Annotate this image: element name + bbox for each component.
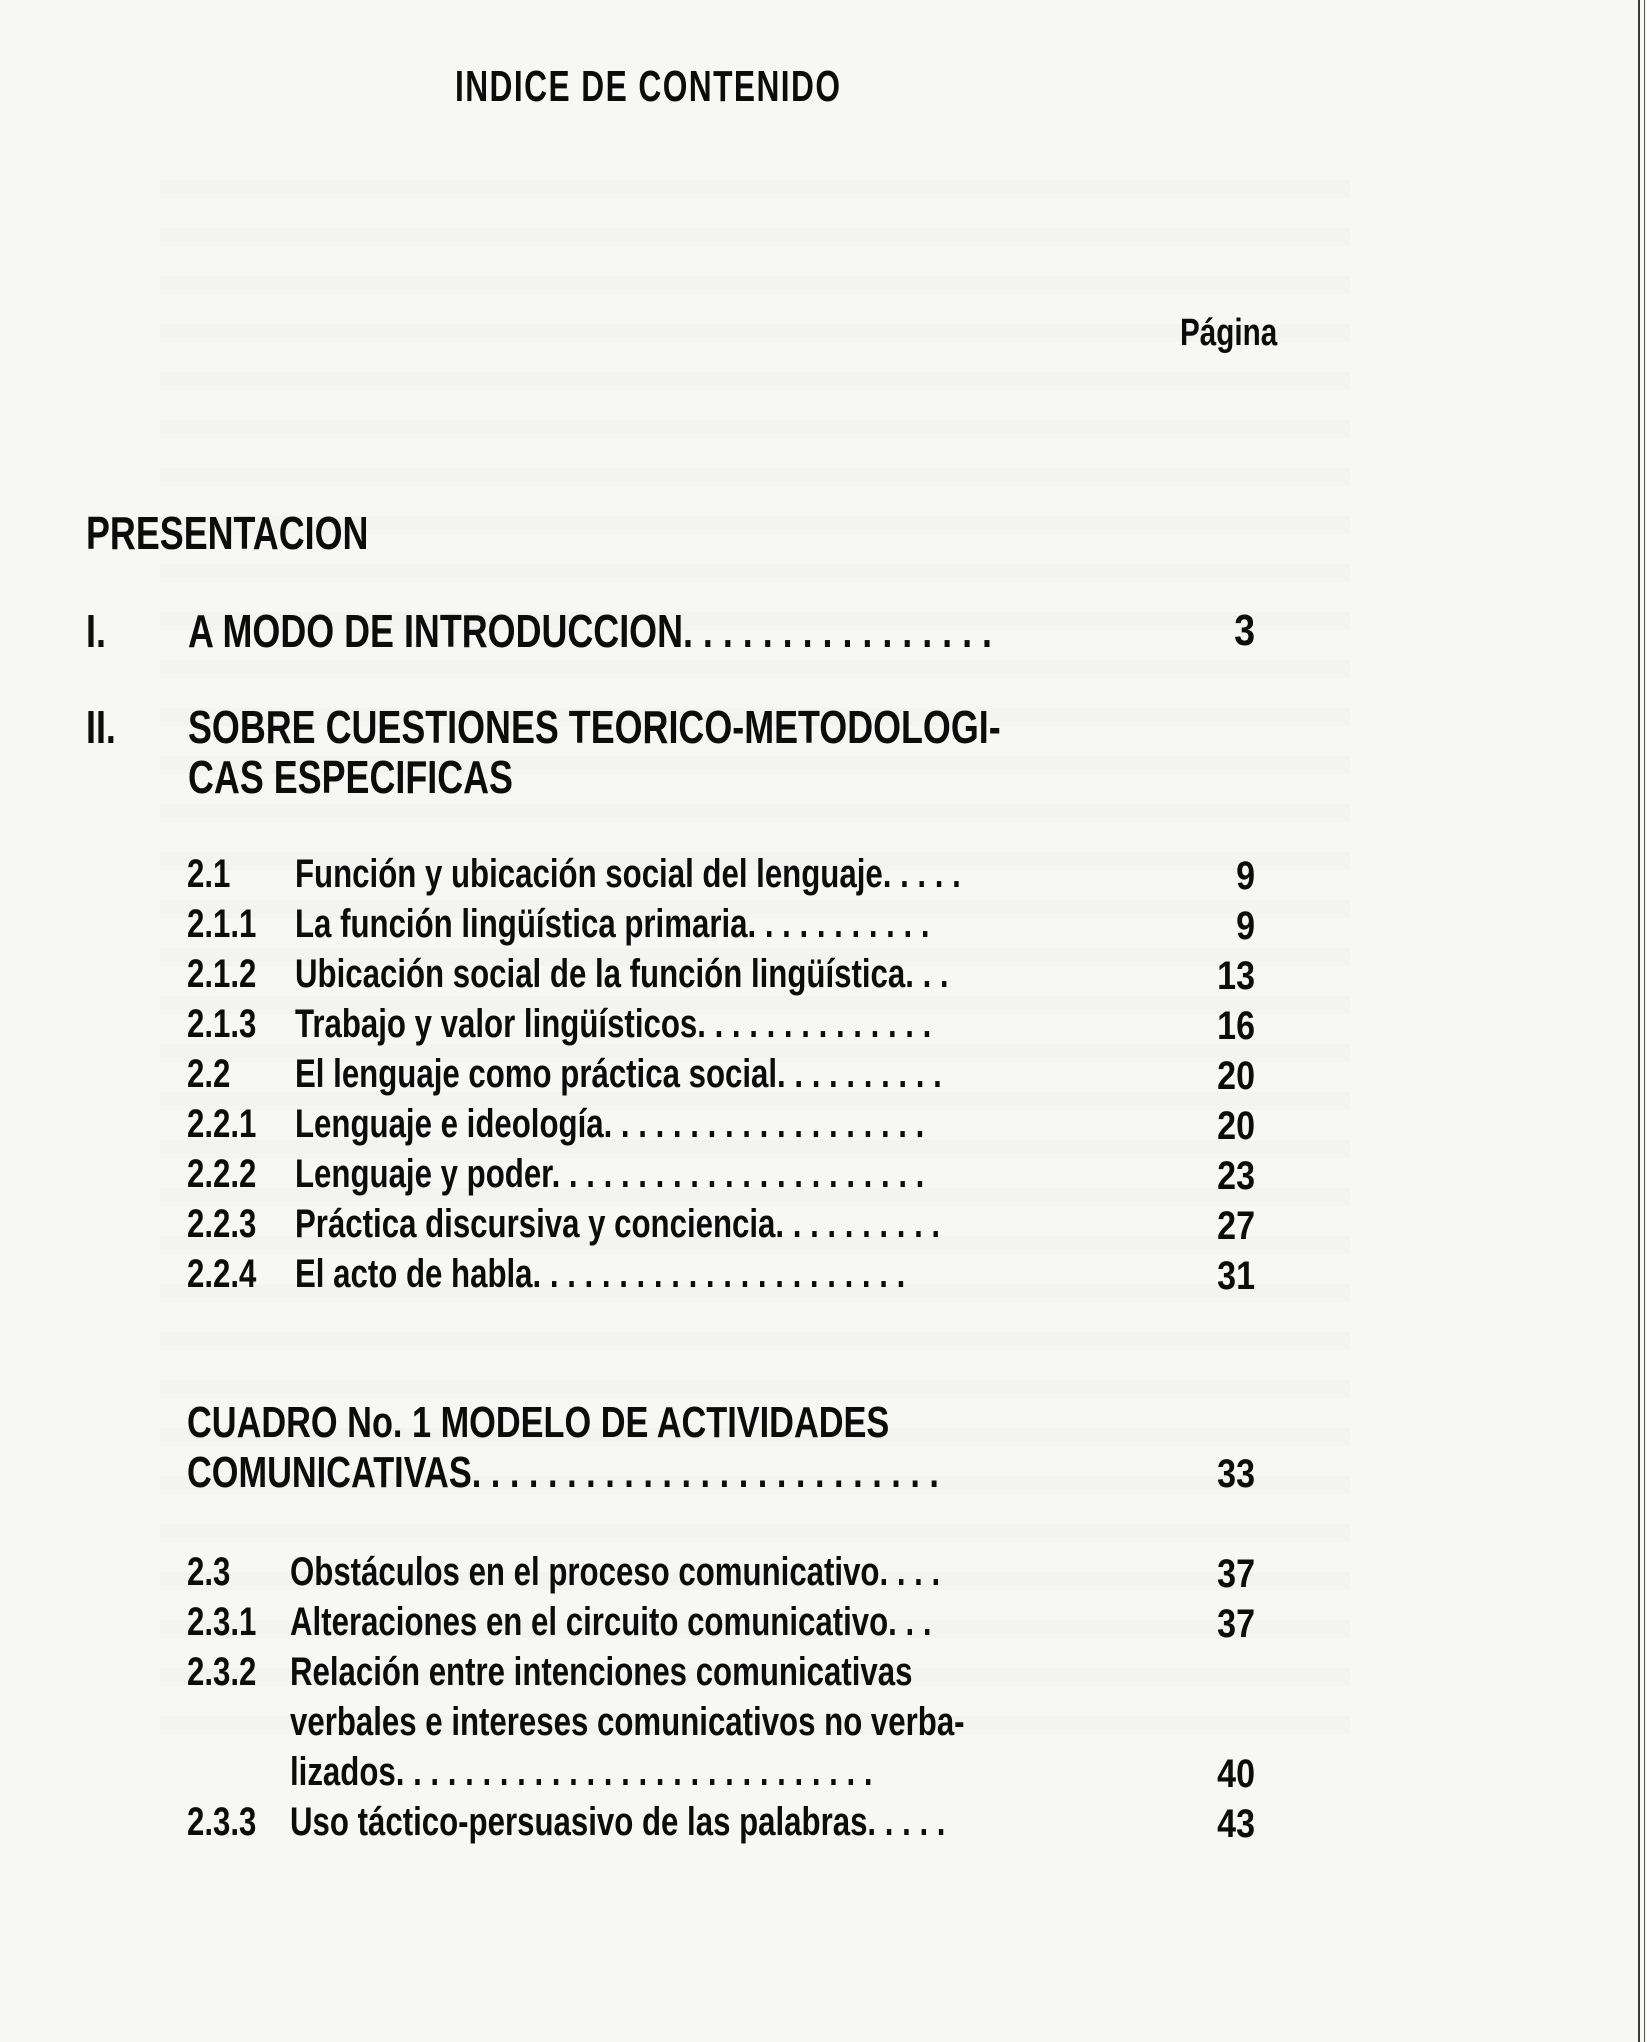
- entry-number: 2.2.2: [187, 1152, 257, 1196]
- page-title: INDICE DE CONTENIDO: [455, 62, 842, 111]
- entry-title: Obstáculos en el proceso comunicativo. . . .: [290, 1550, 941, 1594]
- entry-page: 16: [1217, 1004, 1255, 1048]
- entry-number: 2.2.1: [187, 1102, 257, 1146]
- entry-title: Lenguaje e ideología. . . . . . . . . . . . . . . . . . .: [295, 1102, 925, 1146]
- entry-page: 37: [1217, 1552, 1255, 1596]
- entry-title-line: verbales e intereses comunicativos no verba-: [290, 1700, 965, 1744]
- entry-title: Uso táctico-persuasivo de las palabras. . . . .: [290, 1800, 946, 1844]
- entry-page: 31: [1217, 1254, 1255, 1298]
- chapter-title: A MODO DE INTRODUCCION. . . . . . . . . . . . . . . .: [188, 605, 993, 657]
- entry-title: Ubicación social de la función lingüística. . .: [295, 952, 949, 996]
- entry-title-line: lizados. . . . . . . . . . . . . . . . . . . . . . . . . . . .: [290, 1750, 873, 1794]
- entry-page: 9: [1236, 854, 1255, 898]
- table-entry-line: COMUNICATIVAS. . . . . . . . . . . . . . . . . . . . . . . . .: [187, 1448, 939, 1497]
- entry-page: 20: [1217, 1104, 1255, 1148]
- entry-number: 2.2.3: [187, 1202, 257, 1246]
- entry-title: Práctica discursiva y conciencia. . . . . . . . . .: [295, 1202, 941, 1246]
- entry-title: La función lingüística primaria. . . . . . . . . . .: [295, 902, 930, 946]
- chapter-title-line: SOBRE CUESTIONES TEORICO-METODOLOGI-: [188, 701, 1001, 753]
- entry-number: 2.2.4: [187, 1252, 257, 1296]
- entry-number: 2.1.1: [187, 902, 257, 946]
- entry-page: 20: [1217, 1054, 1255, 1098]
- entry-page: 9: [1236, 904, 1255, 948]
- entry-page: 40: [1217, 1752, 1255, 1796]
- entry-page: 27: [1217, 1204, 1255, 1248]
- entry-page: 13: [1217, 954, 1255, 998]
- entry-number: 2.3: [187, 1550, 231, 1594]
- bleed-through-shadow: [160, 150, 1350, 1750]
- entry-number: 2.3.3: [187, 1800, 257, 1844]
- entry-title: Alteraciones en el circuito comunicativo. . .: [290, 1600, 932, 1644]
- entry-title: El acto de habla. . . . . . . . . . . . . . . . . . . . . .: [295, 1252, 906, 1296]
- entry-number: 2.1.3: [187, 1002, 257, 1046]
- entry-number: 2.3.1: [187, 1600, 257, 1644]
- entry-number: 2.1.2: [187, 952, 257, 996]
- table-entry-page: 33: [1217, 1452, 1255, 1496]
- entry-number: 2.2: [187, 1052, 231, 1096]
- entry-title: Trabajo y valor lingüísticos. . . . . . . . . . . . . .: [295, 1002, 932, 1046]
- entry-title: Lenguaje y poder. . . . . . . . . . . . . . . . . . . . . .: [295, 1152, 925, 1196]
- page-edge-line: [1644, 0, 1645, 2042]
- entry-page: 37: [1217, 1602, 1255, 1646]
- entry-title: El lenguaje como práctica social. . . . . . . . . .: [295, 1052, 942, 1096]
- table-entry-line: CUADRO No. 1 MODELO DE ACTIVIDADES: [187, 1398, 890, 1447]
- chapter-page: 3: [1234, 606, 1255, 655]
- entry-page: 23: [1217, 1154, 1255, 1198]
- chapter-title-line: CAS ESPECIFICAS: [188, 751, 513, 803]
- toc-presentation[interactable]: PRESENTACION: [86, 507, 369, 559]
- chapter-number: I.: [86, 605, 106, 657]
- entry-title: Función y ubicación social del lenguaje. . . . .: [295, 852, 961, 896]
- entry-title-line: Relación entre intenciones comunicativas: [290, 1650, 913, 1694]
- page-edge-line: [1638, 0, 1640, 2042]
- page-column-label: Página: [1180, 312, 1278, 354]
- entry-number: 2.3.2: [187, 1650, 257, 1694]
- chapter-number: II.: [86, 701, 116, 753]
- entry-number: 2.1: [187, 852, 231, 896]
- entry-page: 43: [1217, 1802, 1255, 1846]
